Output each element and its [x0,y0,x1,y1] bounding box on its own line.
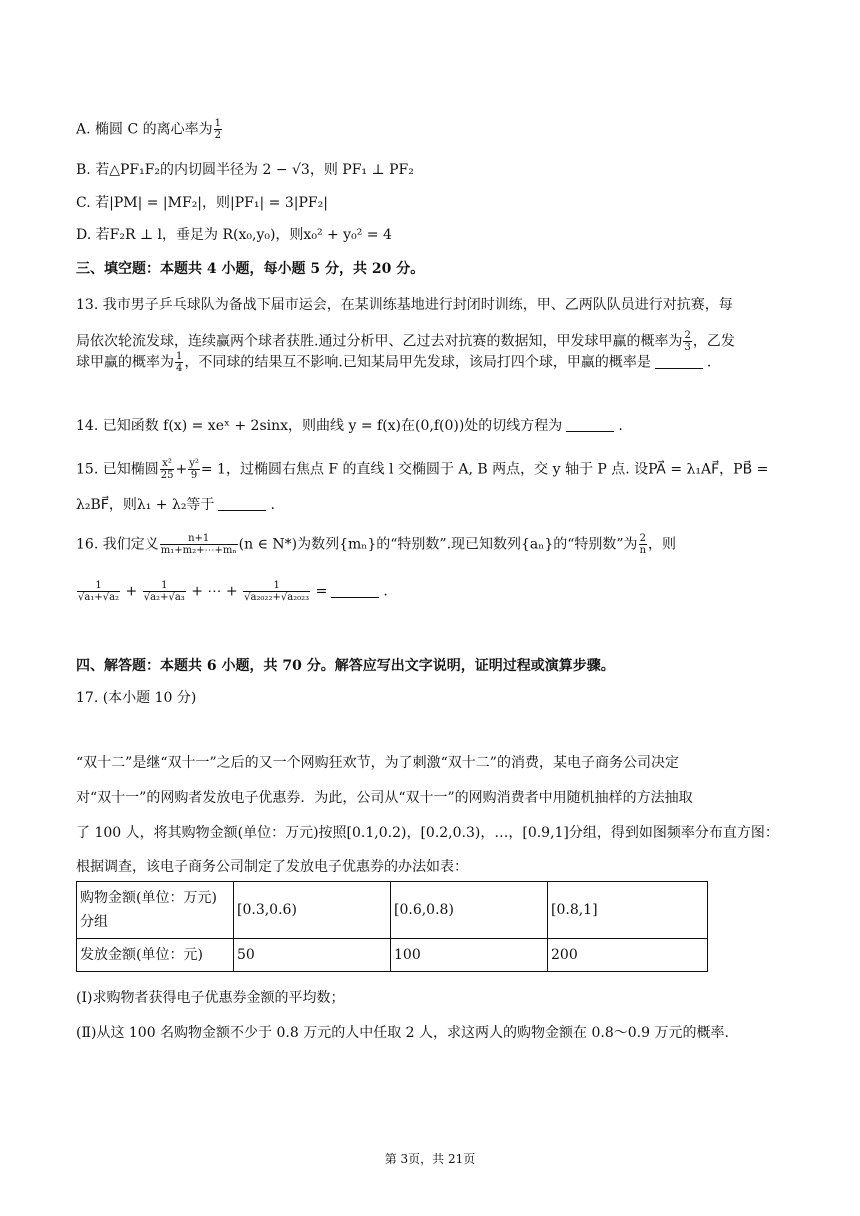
table-cell: [0.8,1] [548,882,708,939]
q13-fraction-2 [175,351,183,374]
fraction-denominator: √a₂₀₂₂+√a₂₀₂₃ [244,592,310,603]
q13-text: 球甲赢的概率为 [76,354,174,371]
option-c: C. 若|PM| = |MF₂|，则|PF₁| = 3|PF₂| [76,195,328,211]
fraction-numerator: 1 [176,351,183,362]
equals-sign: = [315,583,328,600]
q15-line-1 [76,458,768,481]
fraction-denominator: 9 [190,470,198,481]
q15-fraction-x [160,458,175,481]
q16-definition-fraction [160,533,238,556]
fraction-numerator: 2 [684,330,691,341]
q15-text: 15. 已知椭圆 [76,461,159,478]
fraction-numerator: 1 [243,580,310,592]
period: . [706,354,712,371]
q15-text: = 1，过椭圆右焦点 F 的直线 l 交椭圆于 A, B 两点，交 y 轴于 P 点. 设PA⃗ = λ₁AF⃗，PB⃗ = [200,461,769,478]
table-row [77,939,708,972]
option-a-fraction [214,118,222,141]
q17-part-2: (Ⅱ)从这 100 名购物金额不少于 0.8 万元的人中任取 2 人，求这两人的购物金额在 0.8～0.9 万元的概率. [76,1025,729,1041]
table-cell: 200 [548,939,708,972]
q13-text: 局依次轮流发球，连续赢两个球者获胜.通过分析甲、乙过去对抗赛的数据知，甲发球甲赢的概率为 [76,333,683,350]
fraction-numerator: x² [160,458,175,470]
q16-sum-term-2 [143,580,186,603]
fraction-denominator: √a₁+√a₂ [78,592,120,603]
fraction-denominator: m₁+m₂+⋯+mₙ [160,545,237,556]
header-label-line-2: 分组 [80,914,108,930]
q16-sum-term-last [243,580,310,603]
q17-paragraph-line-2: 对“双十一”的网购者发放电子优惠券．为此，公司从“双十一”的网购消费者中用随机抽样的方法抽取 [76,790,693,806]
answer-blank [655,354,703,369]
period: . [618,418,623,434]
q13-line-1: 13. 我市男子乒乓球队为备战下届市运会，在某训练基地进行封闭时训练，甲、乙两队队员进行对抗赛，每 [76,297,733,313]
fraction-denominator: 3 [684,342,691,353]
ellipsis-sign: + ⋯ + [191,583,238,600]
q17-paragraph-line-3: 了 100 人，将其购物金额(单位：万元)按照[0.1,0.2)，[0.2,0.3)，…，[0.9,1]分组，得到如图频率分布直方图： [76,825,779,841]
fraction-numerator: y² [189,458,199,469]
fraction-denominator: 4 [176,363,183,374]
q14-text: 14. 已知函数 f(x) = xeˣ + 2sinx，则曲线 y = f(x)在(0,f(0))处的切线方程为 [76,418,563,434]
option-a-text: A. 椭圆 C 的离心率为 [76,121,213,138]
q17-paragraph-line-1: “双十二”是继“双十一”之后的又一个网购狂欢节，为了刺激“双十二”的消费，某电子商务公司决定 [76,755,679,771]
table-header-cell: 发放金额(单位：元) [77,939,234,972]
option-a [76,118,223,141]
fraction-numerator: 1 [77,580,120,592]
q13-line-3 [76,351,711,374]
header-label-line-1: 购物金额(单位：万元) [80,890,217,906]
table-row [77,882,708,939]
q16-sum-term-1 [77,580,120,603]
table-cell: [0.6,0.8) [391,882,548,939]
fraction-denominator: 25 [160,470,174,481]
q13-line-2 [76,330,735,353]
answer-blank [566,417,614,432]
section-4-header: 四、解答题：本题共 6 小题，共 70 分。解答应写出文字说明，证明过程或演算步骤。 [76,658,615,674]
q13-text: ，乙发 [692,333,735,350]
q15-fraction-y [188,458,200,481]
q17-paragraph-line-4: 根据调查，该电子商务公司制定了发放电子优惠券的办法如表： [76,859,468,875]
q13-text: ，不同球的结果互不影响.已知某局甲先发球，该局打四个球，甲赢的概率是 [184,354,651,371]
period: . [270,497,275,513]
table-cell: 50 [234,939,391,972]
coupon-table [76,881,708,972]
q16-line-1 [76,533,676,556]
q16-text: 16. 我们定义 [76,536,159,553]
table-header-cell [77,882,234,939]
period: . [383,583,388,600]
q15-text: λ₂BF⃗，则λ₁ + λ₂等于 [76,497,215,513]
answer-blank [331,583,379,598]
q16-text: ，则 [648,536,677,553]
fraction-denominator: 2 [214,130,221,141]
plus-sign: + [175,461,188,478]
q17-part-1: (Ⅰ)求购物者获得电子优惠券金额的平均数； [76,990,345,1006]
q17-title: 17. (本小题 10 分) [76,690,197,706]
q16-text: (n ∈ N*)为数列{mₙ}的“特别数”.现已知数列{aₙ}的“特别数”为 [238,536,638,553]
q14 [76,416,623,436]
option-d: D. 若F₂R ⊥ l，垂足为 R(x₀,y₀)，则x₀² + y₀² = 4 [76,227,392,243]
q16-special-number-fraction [639,533,647,556]
fraction-numerator: n+1 [160,533,238,545]
fraction-numerator: 1 [214,118,221,129]
answer-blank [218,496,266,511]
fraction-numerator: 2 [639,533,646,544]
fraction-denominator: n [639,545,647,556]
plus-sign: + [125,583,138,600]
table-cell: 100 [391,939,548,972]
option-b: B. 若△PF₁F₂的内切圆半径为 2 − √3，则 PF₁ ⊥ PF₂ [76,162,414,178]
q15-line-2 [76,495,275,515]
page-footer: 第 3页，共 21页 [384,1152,476,1166]
q13-fraction-1 [683,330,691,353]
table-cell: [0.3,0.6) [234,882,391,939]
fraction-numerator: 1 [143,580,186,592]
q16-line-2 [76,580,388,603]
fraction-denominator: √a₂+√a₃ [143,592,185,603]
section-3-header: 三、填空题：本题共 4 小题，每小题 5 分，共 20 分。 [76,261,425,277]
